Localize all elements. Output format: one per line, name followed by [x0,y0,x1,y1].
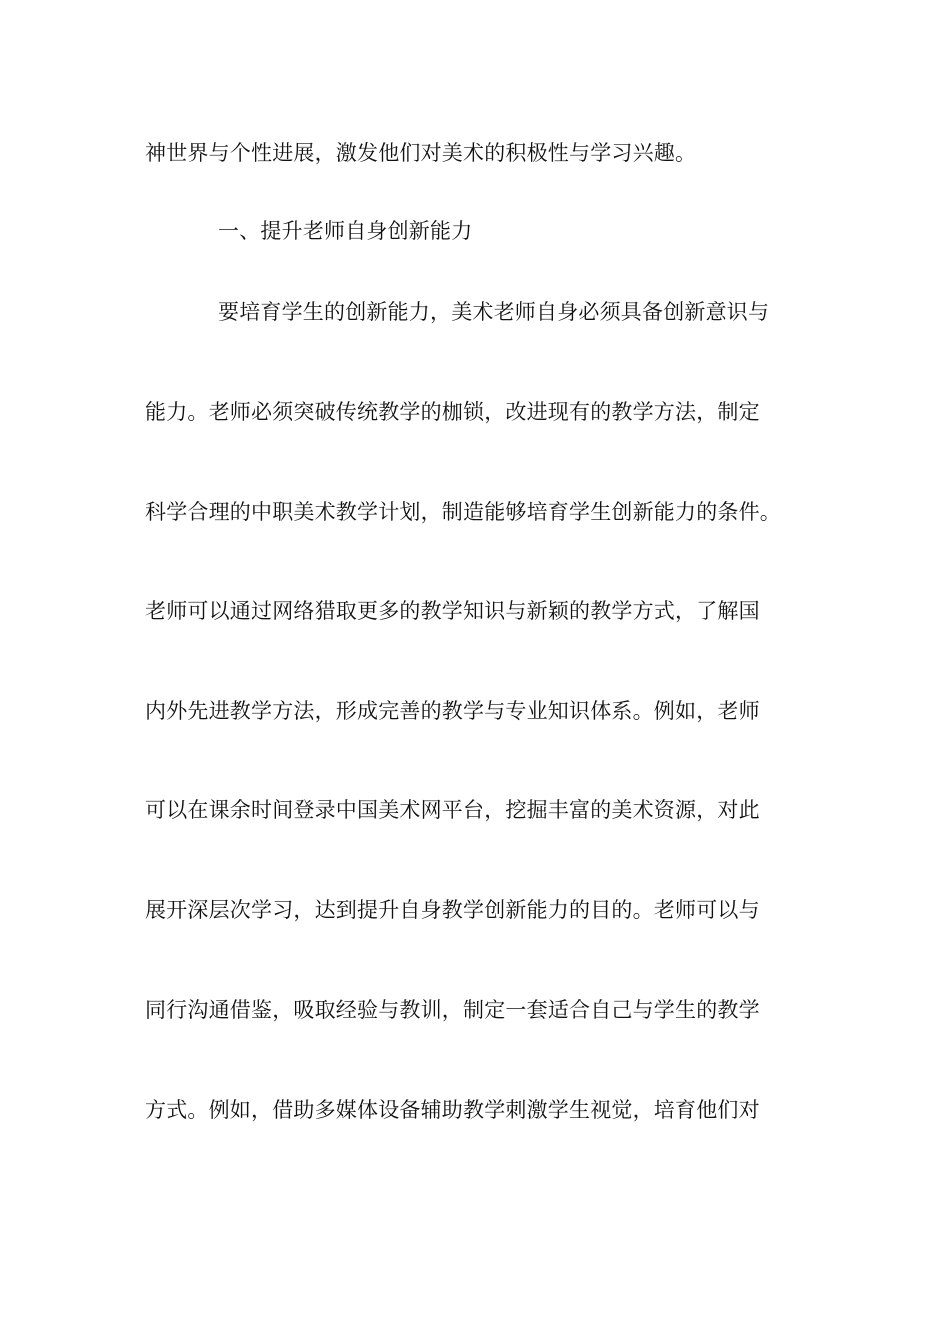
paragraph-line: 展开深层次学习，达到提升自身教学创新能力的目的。老师可以与 [145,898,760,922]
paragraph-line: 老师可以通过网络猎取更多的教学知识与新颖的教学方式，了解国 [145,599,760,623]
paragraph-line: 方式。例如，借助多媒体设备辅助教学刺激学生视觉，培育他们对 [145,1098,760,1122]
paragraph-continuation-line: 神世界与个性进展，激发他们对美术的积极性与学习兴趣。 [145,141,697,165]
paragraph-line: 可以在课余时间登录中国美术网平台，挖掘丰富的美术资源，对此 [145,798,760,822]
paragraph-line: 同行沟通借鉴，吸取经验与教训，制定一套适合自己与学生的教学 [145,998,760,1022]
paragraph-line: 内外先进教学方法，形成完善的教学与专业知识体系。例如，老师 [145,699,760,723]
section-heading: 一、提升老师自身创新能力 [218,219,473,243]
paragraph-line: 能力。老师必须突破传统教学的枷锁，改进现有的教学方法，制定 [145,400,760,424]
paragraph-line: 科学合理的中职美术教学计划，制造能够培育学生创新能力的条件。 [145,500,781,524]
paragraph-first-line: 要培育学生的创新能力，美术老师自身必须具备创新意识与 [218,300,770,324]
